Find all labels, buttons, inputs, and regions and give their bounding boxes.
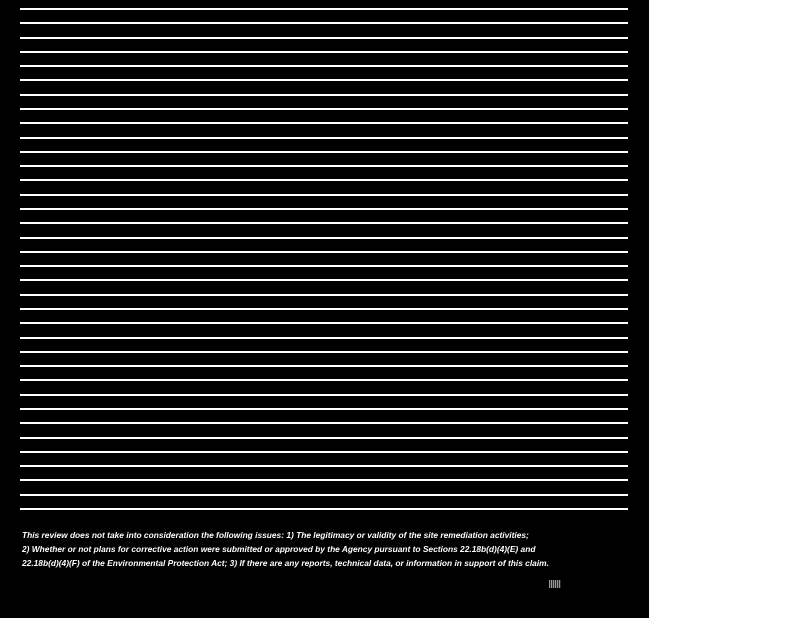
ruled-line [20, 451, 628, 453]
disclaimer-line-1: This review does not take into consideration the following issues: 1) The legitimacy or validity of the site remediation activities; [22, 530, 529, 540]
ruled-line [20, 422, 628, 424]
ruled-line [20, 479, 628, 481]
ruled-line [20, 337, 628, 339]
ruled-line [20, 22, 628, 24]
ruled-line [20, 437, 628, 439]
ruled-line [20, 394, 628, 396]
ruled-line [20, 8, 628, 10]
ruled-line [20, 465, 628, 467]
ruled-line [20, 51, 628, 53]
ruled-line [20, 208, 628, 210]
ruled-line [20, 94, 628, 96]
ruled-line [20, 222, 628, 224]
ruled-line [20, 494, 628, 496]
ruled-line [20, 294, 628, 296]
ruled-line [20, 322, 628, 324]
ruled-line [20, 508, 628, 510]
ruled-line [20, 194, 628, 196]
ruled-line [20, 351, 628, 353]
ruled-line [20, 65, 628, 67]
ruled-line [20, 37, 628, 39]
ruled-line [20, 408, 628, 410]
disclaimer-text [22, 528, 622, 570]
ruled-line [20, 108, 628, 110]
ruled-line [20, 365, 628, 367]
scan-stamp-mark [549, 580, 561, 588]
disclaimer-line-3: 22.18b(d)(4)(F) of the Environmental Protection Act; 3) If there are any reports, technical data, or information in support of this claim. [22, 558, 549, 568]
ruled-line [20, 165, 628, 167]
ruled-line [20, 308, 628, 310]
ruled-line [20, 79, 628, 81]
ruled-line [20, 137, 628, 139]
ruled-line [20, 151, 628, 153]
ruled-line [20, 237, 628, 239]
ruled-line [20, 122, 628, 124]
ruled-line [20, 279, 628, 281]
ruled-line [20, 379, 628, 381]
disclaimer-line-2: 2) Whether or not plans for corrective action were submitted or approved by the Agency pursuant to Sections 22.18b(d)(4)(E) and [22, 544, 536, 554]
ruled-line [20, 179, 628, 181]
ruled-line [20, 265, 628, 267]
ruled-line [20, 251, 628, 253]
